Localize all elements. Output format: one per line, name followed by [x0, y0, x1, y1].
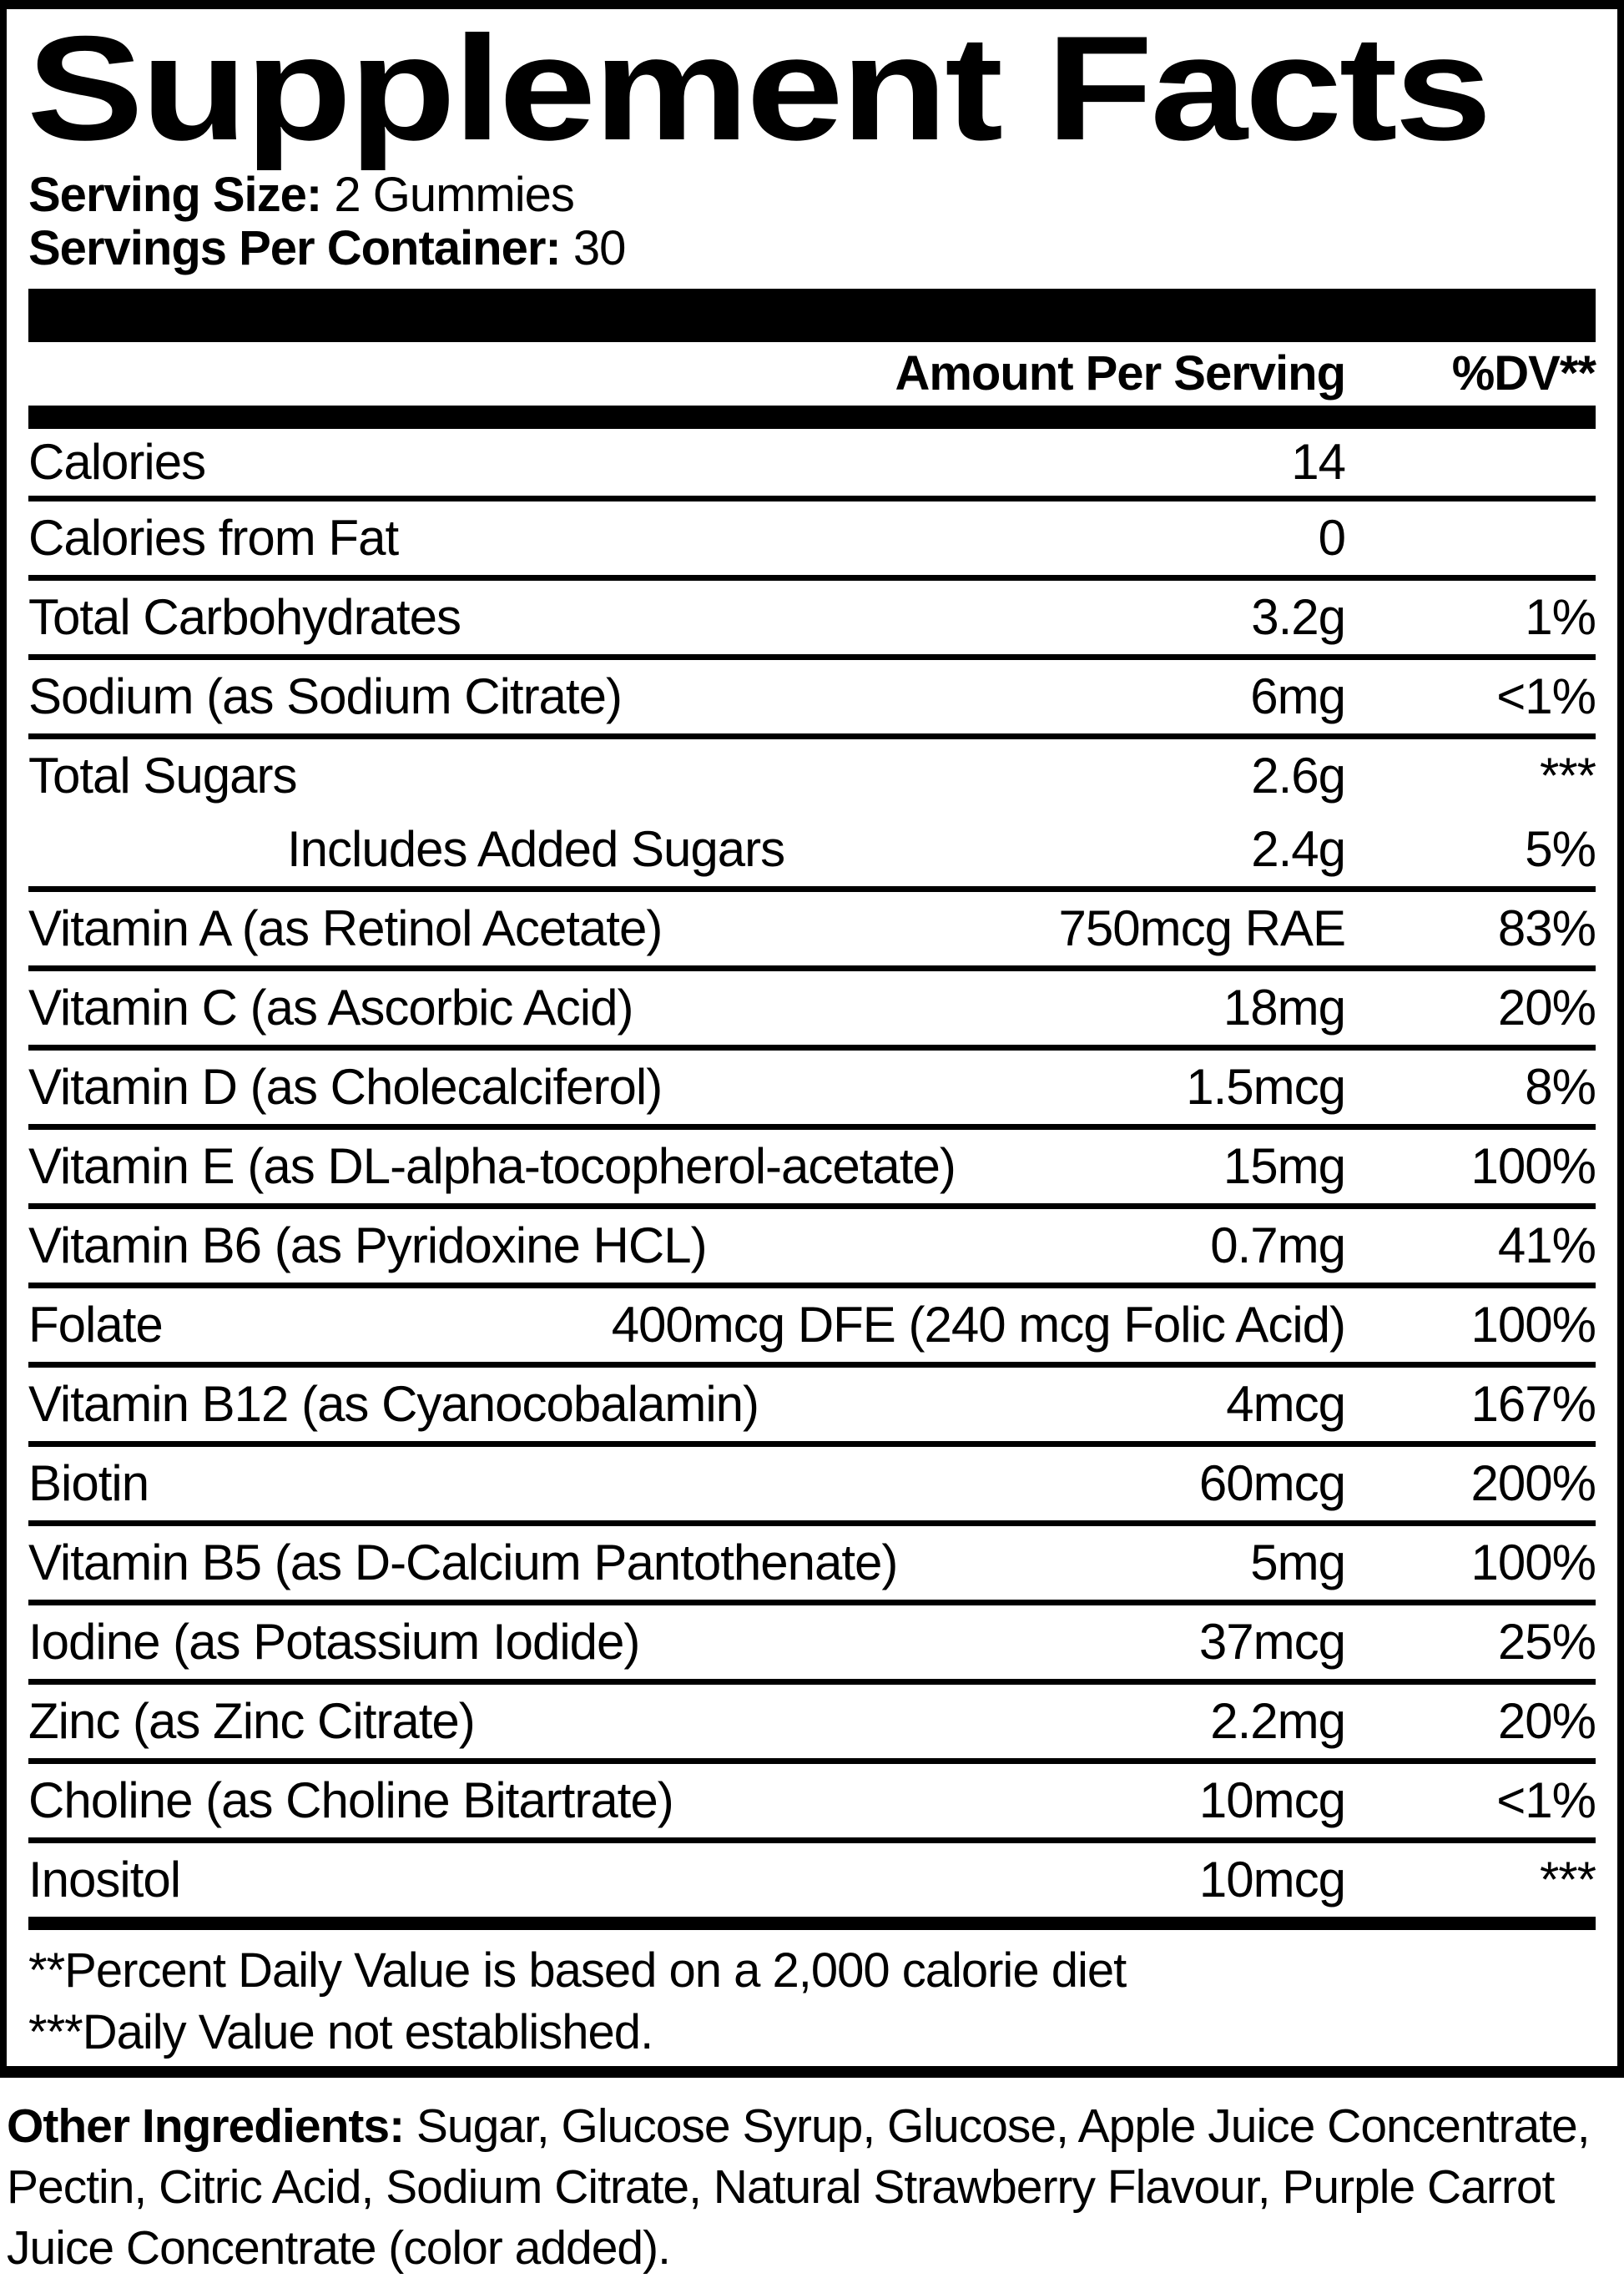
row-folate [28, 1283, 1596, 1362]
nutrient-dv: 100% [1470, 1138, 1596, 1195]
row-total-sugars-group [28, 733, 1596, 886]
nutrient-name: Choline (as Choline Bitartrate) [28, 1772, 673, 1829]
nutrient-name: Vitamin B6 (as Pyridoxine HCL) [28, 1217, 707, 1274]
row-biotin [28, 1441, 1596, 1520]
row-vitamin-b12 [28, 1362, 1596, 1441]
nutrient-dv: 25% [1497, 1614, 1596, 1671]
nutrient-name: Vitamin D (as Cholecalciferol) [28, 1059, 663, 1116]
nutrient-amount: 5mg [1250, 1535, 1345, 1591]
nutrient-dv: *** [1539, 1852, 1596, 1908]
nutrient-name: Folate [28, 1297, 163, 1353]
nutrient-table [28, 429, 1596, 1917]
nutrient-dv: 83% [1497, 900, 1596, 957]
nutrient-dv: 8% [1525, 1059, 1596, 1116]
nutrient-amount: 15mg [1223, 1138, 1345, 1195]
nutrient-name: Vitamin A (as Retinol Acetate) [28, 900, 663, 957]
row-includes-added-sugars [28, 813, 1596, 886]
serving-size-value: 2 Gummies [334, 167, 574, 222]
dv-header: %DV** [1451, 346, 1596, 401]
row-vitamin-b6 [28, 1203, 1596, 1283]
nutrient-amount: 14 [1291, 434, 1345, 491]
row-inositol [28, 1837, 1596, 1917]
nutrient-dv: 167% [1470, 1376, 1596, 1433]
row-zinc [28, 1679, 1596, 1758]
nutrient-dv: 1% [1525, 589, 1596, 646]
nutrient-name: Biotin [28, 1455, 149, 1512]
nutrient-dv: 100% [1470, 1297, 1596, 1353]
row-vitamin-c [28, 965, 1596, 1045]
nutrient-amount: 750mcg RAE [1058, 900, 1345, 957]
nutrient-name: Zinc (as Zinc Citrate) [28, 1693, 475, 1750]
row-calories [28, 429, 1596, 496]
nutrient-dv: 20% [1497, 980, 1596, 1036]
nutrient-name: Total Sugars [28, 748, 297, 804]
nutrient-name: Inositol [28, 1852, 181, 1908]
row-sodium [28, 654, 1596, 733]
nutrient-name: Vitamin C (as Ascorbic Acid) [28, 980, 633, 1036]
nutrient-amount: 2.6g [1251, 748, 1345, 804]
row-total-sugars [28, 739, 1596, 813]
divider-bar-header [28, 406, 1596, 429]
row-choline [28, 1758, 1596, 1837]
nutrient-amount: 1.5mcg [1186, 1059, 1345, 1116]
nutrient-amount: 6mg [1250, 668, 1345, 725]
row-vitamin-e [28, 1124, 1596, 1203]
nutrient-dv: 20% [1497, 1693, 1596, 1750]
nutrient-dv: 200% [1470, 1455, 1596, 1512]
nutrient-amount: 10mcg [1198, 1852, 1345, 1908]
servings-per-container-line [28, 222, 1596, 275]
nutrient-name: Iodine (as Potassium Iodide) [28, 1614, 640, 1671]
nutrient-amount: 2.4g [1251, 821, 1345, 878]
nutrient-dv: 100% [1470, 1535, 1596, 1591]
nutrient-name: Vitamin B5 (as D-Calcium Pantothenate) [28, 1535, 898, 1591]
nutrient-dv: 41% [1497, 1217, 1596, 1274]
row-vitamin-d [28, 1045, 1596, 1124]
table-header [28, 342, 1596, 406]
nutrient-dv: <1% [1496, 1772, 1596, 1829]
row-vitamin-b5 [28, 1520, 1596, 1600]
nutrient-amount: 2.2mg [1210, 1693, 1345, 1750]
nutrient-name: Calories from Fat [28, 510, 399, 567]
divider-bar-footnote [28, 1917, 1596, 1930]
nutrient-amount: 3.2g [1251, 589, 1345, 646]
nutrient-amount: 10mcg [1198, 1772, 1345, 1829]
row-vitamin-a [28, 886, 1596, 965]
nutrient-amount: 400mcg DFE (240 mcg Folic Acid) [611, 1297, 1345, 1353]
amount-per-serving-header: Amount Per Serving [895, 346, 1345, 401]
serving-size-label: Serving Size: [28, 167, 322, 222]
row-total-carbohydrates [28, 575, 1596, 654]
row-calories-from-fat [28, 496, 1596, 575]
nutrient-name: Sodium (as Sodium Citrate) [28, 668, 622, 725]
nutrient-dv: <1% [1496, 668, 1596, 725]
nutrient-dv: 5% [1525, 821, 1596, 878]
nutrient-amount: 0 [1318, 510, 1345, 567]
footnote-percent-daily-value: **Percent Daily Value is based on a 2,000 calorie diet [28, 1943, 1127, 1998]
nutrient-amount: 0.7mg [1210, 1217, 1345, 1274]
nutrient-amount: 4mcg [1226, 1376, 1345, 1433]
other-ingredients [7, 2096, 1617, 2278]
row-iodine [28, 1600, 1596, 1679]
nutrient-amount: 18mg [1223, 980, 1345, 1036]
other-ingredients-label: Other Ingredients: [7, 2099, 405, 2153]
divider-bar-top [28, 289, 1596, 342]
footnote-not-established: ***Daily Value not established. [28, 2004, 653, 2059]
other-ingredients-text: Sugar, Glucose Syrup, Glucose, Apple Juice Concentrate, Pectin, Citric Acid, Sodium Citrate, Natural Strawberry Flavour, Purple Carrot Juice Concentrate (color added). [7, 2099, 1590, 2275]
serving-size-line [28, 169, 1596, 222]
nutrient-amount: 60mcg [1198, 1455, 1345, 1512]
nutrient-dv: *** [1539, 748, 1596, 804]
panel-title: Supplement Facts [27, 5, 1490, 171]
servings-per-container-label: Servings Per Container: [28, 220, 561, 275]
nutrient-name: Includes Added Sugars [287, 821, 785, 878]
nutrient-amount: 37mcg [1198, 1614, 1345, 1671]
nutrient-name: Vitamin E (as DL-alpha-tocopherol-acetate) [28, 1138, 956, 1195]
nutrient-name: Calories [28, 434, 206, 491]
nutrient-name: Total Carbohydrates [28, 589, 461, 646]
nutrient-name: Vitamin B12 (as Cyanocobalamin) [28, 1376, 759, 1433]
servings-per-container-value: 30 [572, 220, 626, 275]
